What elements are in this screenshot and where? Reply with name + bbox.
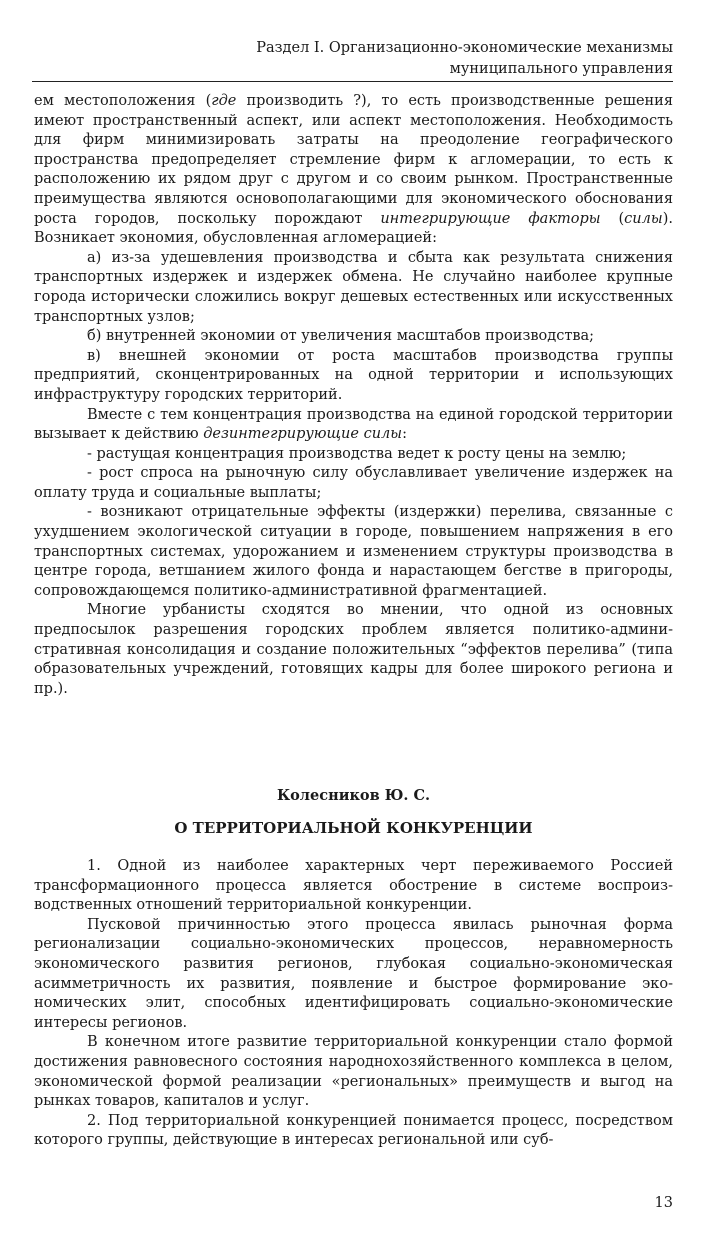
list-item-c: в) внешней экономии от роста масштабов производства группы предприятий, сконцентрированных на одной территории и использующих инфраструктуру городских территорий. [34,347,673,403]
dash-list-item: - рост спроса на рыночную силу обуславливает увеличение издержек на оплату труда и социальные выплаты; [34,465,673,501]
running-header-line-1: Раздел I. Организационно-экономические механизмы [256,40,673,56]
paragraph: 1. Одной из наиболее характерных черт переживаемого Россией трансформационного процесса является обострение в системе воспроизводственных отношений территориальной конкуренции. [34,858,673,914]
list-item-b: б) внутренней экономии от увеличения масштабов производства; [87,328,595,345]
paragraph [34,406,673,445]
paragraph: Многие урбанисты сходятся во мнении, что одной из основных предпосылок разрешения городских проблем является политико-административная консолидация и создание положительных “эффектов перелива” (типа образовательных учреждений, готовящих кадры для более широкого региона и пр.). [34,602,673,697]
paragraph: 2. Под территориальной конкуренцией понимается процесс, посредством которого группы, действующие в интересах региональной или суб- [34,1112,673,1149]
text-run: ( [600,210,625,227]
running-header [34,38,673,80]
italic-text-run: дезинтегрирующие силы [203,426,403,443]
paragraph: Пусковой причинностью этого процесса явилась рыночная форма регионализации социально-экономических процессов, неравномерность экономического развития регионов, глубокая социально-экономическая асимметричность их развития, появление и быстрое формирование экономических элит, способных идентифицировать социально-экономические интересы регионов. [34,916,673,1031]
dash-list-item: - растущая концентрация производства ведет к росту цены на землю; [87,445,627,462]
text-run: производить ?), то есть производственные решения имеют пространственный аспект, или аспект местоположения. Необходимость для фирм минимизировать затраты на преодоление географического пространства предопределяет стремление фирм к агломерации, то есть к расположению их рядом друг с другом и со своим рынком. Пространственные преимущества являются основополагающими для экономического обоснования роста городов, поскольку порождают [34,93,673,227]
list-item-a: а) из-за удешевления производства и сбыта как результата снижения транспортных издержек и издержек обмена. Не случайно наиболее крупные города исторически сложились вокруг дешевых естественных или искусственных транспортных узлов; [34,249,673,325]
paragraph [34,92,673,249]
article-body [34,857,673,1151]
text-run: : [402,426,407,443]
italic-text-run: интегрирующие факторы [380,210,601,227]
page-number: 13 [654,1195,673,1211]
dash-list-item: - возникают отрицательные эффекты (издержки) перелива, связанные с ухудшением экологической ситуации в городе, повышением напряжения в его транспортных системах, удорожанием и изменением структуры производства в центре города, ветшанием жилого фонда и нарастающем бегстве в пригороды, сопровождающемся политико-административной фрагментацией. [34,504,673,599]
running-header-line-2: муниципального управления [449,61,673,77]
article-author: Колесников Ю. С. [276,787,431,804]
article-title: О ТЕРРИТОРИАЛЬНОЙ КОНКУРЕНЦИИ [174,819,533,837]
italic-text-run: силы [624,210,663,227]
header-rule [32,81,673,82]
text-run: ). Возникает экономия, обусловленная агломерацией: [34,210,673,247]
text-run: ем местоположения ( [34,93,212,109]
italic-text-run: где [211,93,237,109]
paragraph: В конечном итоге развитие территориальной конкуренции стало формой достижения равновесного состояния народнохозяйственного комплекса в целом, экономической формой реализации «региональных» преимуществ и выгод на рынках товаров, капиталов и услуг. [34,1034,673,1110]
text-run: Вместе с тем концентрация производства на единой городской территории вызывает к действию [34,406,673,443]
section-text-agglomeration [34,92,673,699]
